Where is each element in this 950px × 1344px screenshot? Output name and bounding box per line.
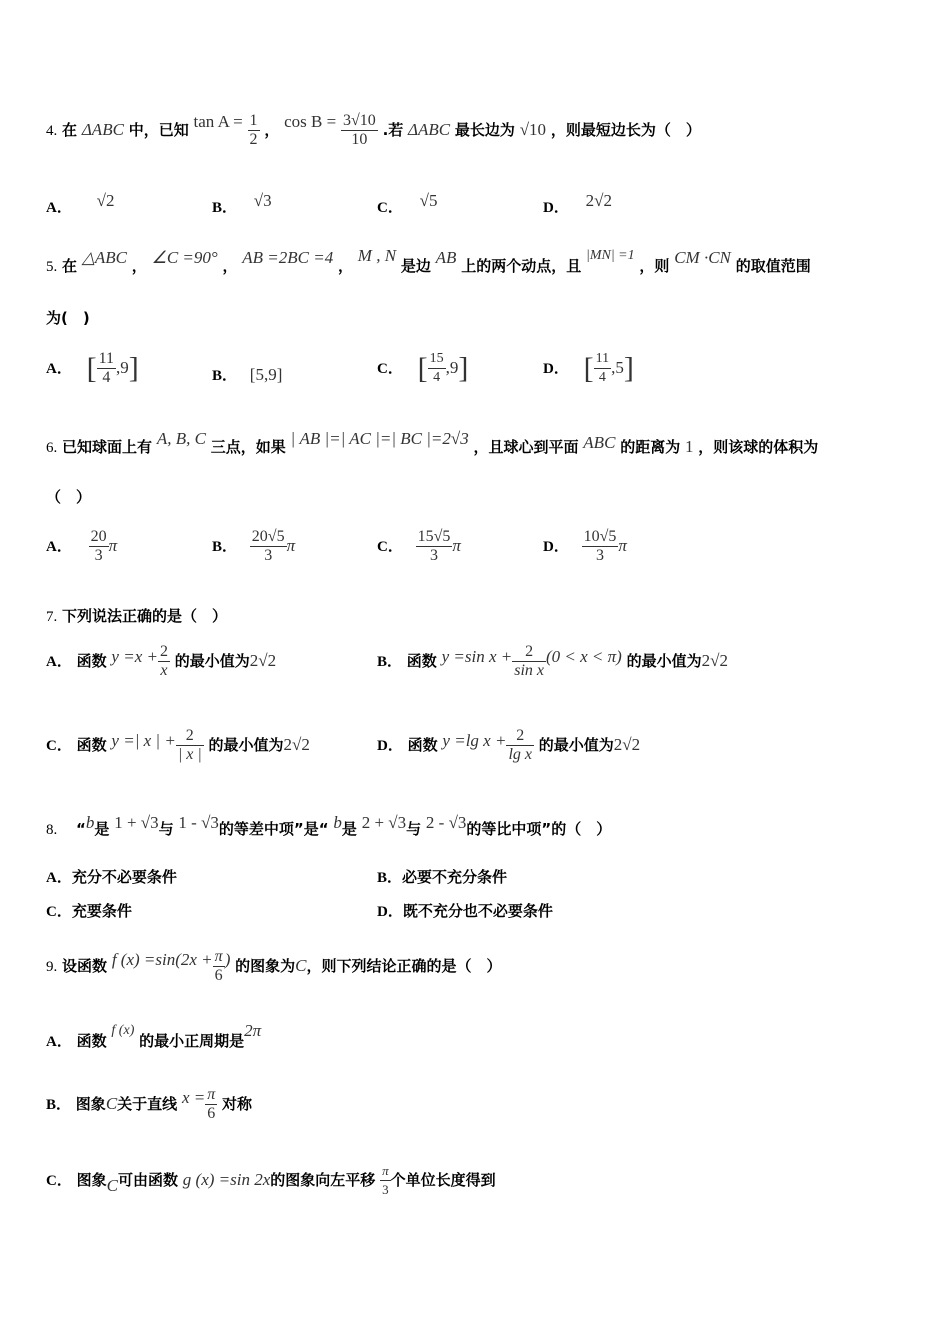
fraction: $\frac{2}{| x |}$: [177, 727, 202, 763]
fraction: $\frac{\pi}{6}$: [214, 948, 223, 984]
option-a[interactable]: A． $\frac{20}{3}$ π: [46, 528, 118, 564]
fraction: $\frac{11}{4}$: [98, 350, 115, 386]
question-6-cont: （ ）: [46, 488, 92, 506]
option-b[interactable]: B． $\frac{20√5}{3}$ π: [212, 528, 296, 564]
question-number: 8.: [46, 822, 58, 838]
fraction: $\frac{20}{3}$: [90, 528, 107, 564]
option-c[interactable]: C． [ $\frac{15}{4}$ ,9]: [377, 351, 469, 385]
option-d[interactable]: D． [ $\frac{11}{4}$ ,5]: [543, 351, 634, 385]
fraction: $\frac{15√5}{3}$: [417, 528, 451, 564]
question-number: 4.: [46, 123, 58, 139]
math: ΔABC: [408, 120, 451, 139]
question-9: 9. 设函数 f (x) =sin(2x + $\frac{\pi}{6}$ ) 的图象为C，则下列结论正确的是（ ）: [46, 948, 502, 984]
option-b[interactable]: B． 函数 y =sin x + $\frac{2}{\text{sin x}}$ (0 < x < π) 的最小值为2√2: [377, 643, 728, 679]
question-number: 9.: [46, 959, 58, 975]
fraction: $\frac{11}{4}$: [595, 351, 610, 385]
option-c[interactable]: C． 图象C可由函数 g (x) =sin 2x的图象向左平移 $\frac{\pi}{3}$ 个单位长度得到: [46, 1163, 496, 1197]
option-c[interactable]: C． √5: [377, 191, 438, 216]
option-b[interactable]: B．必要不充分条件: [377, 868, 508, 886]
fraction: $\frac{\pi}{6}$: [207, 1086, 216, 1122]
option-a[interactable]: A．充分不必要条件: [46, 868, 177, 886]
fraction: $\frac{10√5}{3}$: [583, 528, 617, 564]
option-a[interactable]: A． 函数 y =x + $\frac{2}{x}$ 的最小值为2√2: [46, 643, 277, 679]
option-b[interactable]: B． [5,9]: [212, 365, 283, 384]
fraction: $\frac{1}{2}$: [249, 112, 258, 148]
question-number: 7.: [46, 609, 58, 625]
math: √10: [519, 120, 547, 139]
question-4: 4. 在 ΔABC 中，已知 tan A = $\frac{1}{2}$ ， cos B = $\frac{3√10}{10}$ .若 ΔABC 最长边为 √10 ，则最短边长为（ ）: [46, 112, 701, 148]
option-c[interactable]: C．充要条件: [46, 902, 132, 920]
option-a[interactable]: A． 函数 f (x) 的最小正周期是2π: [46, 1021, 262, 1050]
option-d[interactable]: D． 2√2: [543, 191, 612, 216]
option-d[interactable]: D．既不充分也不必要条件: [377, 902, 553, 920]
fraction: $\frac{3√10}{10}$: [343, 112, 376, 148]
option-d[interactable]: D． $\frac{10√5}{3}$ π: [543, 528, 627, 564]
option-d[interactable]: D． 函数 y =lg x + $\frac{2}{\text{lg x}}$ 的最小值为2√2: [377, 727, 641, 763]
math: cos B =: [284, 112, 337, 131]
option-b[interactable]: B． √3: [212, 191, 272, 216]
question-6: 6. 已知球面上有 A, B, C 三点，如果 | AB |=| AC |=| BC |=2√3 ，且球心到平面 ABC 的距离为 1 ，则该球的体积为: [46, 429, 819, 456]
math: tan A =: [193, 112, 243, 131]
fraction: $\frac{2}{\text{lg x}}$: [508, 727, 532, 763]
fraction: $\frac{15}{4}$: [429, 351, 444, 385]
question-number: 6.: [46, 440, 58, 456]
question-7: 7. 下列说法正确的是（ ）: [46, 607, 228, 625]
fraction: $\frac{20√5}{3}$: [251, 528, 285, 564]
question-5: 5. 在 △ABC ， ∠C =90° ， AB =2BC =4 ， M , N 是边 AB 上的两个动点，且 |MN| =1 ，则 CM ·CN 的取值范围: [46, 246, 811, 275]
option-c[interactable]: C． $\frac{15√5}{3}$ π: [377, 528, 461, 564]
question-8: 8. “b是 1 + √3与 1 - √3的等差中项”是“ b是 2 + √3与 2 - √3的等比中项”的（ ）: [46, 813, 612, 838]
fraction: $\frac{2}{x}$: [159, 643, 168, 679]
fraction: $\frac{\pi}{3}$: [382, 1163, 389, 1197]
math: ΔABC: [81, 120, 124, 139]
question-5-cont: 为( ): [46, 309, 90, 327]
option-a[interactable]: A． [ $\frac{11}{4}$ ,9]: [46, 350, 139, 386]
option-b[interactable]: B． 图象C关于直线 x = $\frac{\pi}{6}$ 对称: [46, 1086, 253, 1122]
option-a[interactable]: A． √2: [46, 191, 115, 216]
question-number: 5.: [46, 259, 58, 275]
fraction: $\frac{2}{\text{sin x}}$: [514, 643, 544, 679]
option-c[interactable]: C． 函数 y =| x | + $\frac{2}{| x |}$ 的最小值为2√2: [46, 727, 310, 763]
